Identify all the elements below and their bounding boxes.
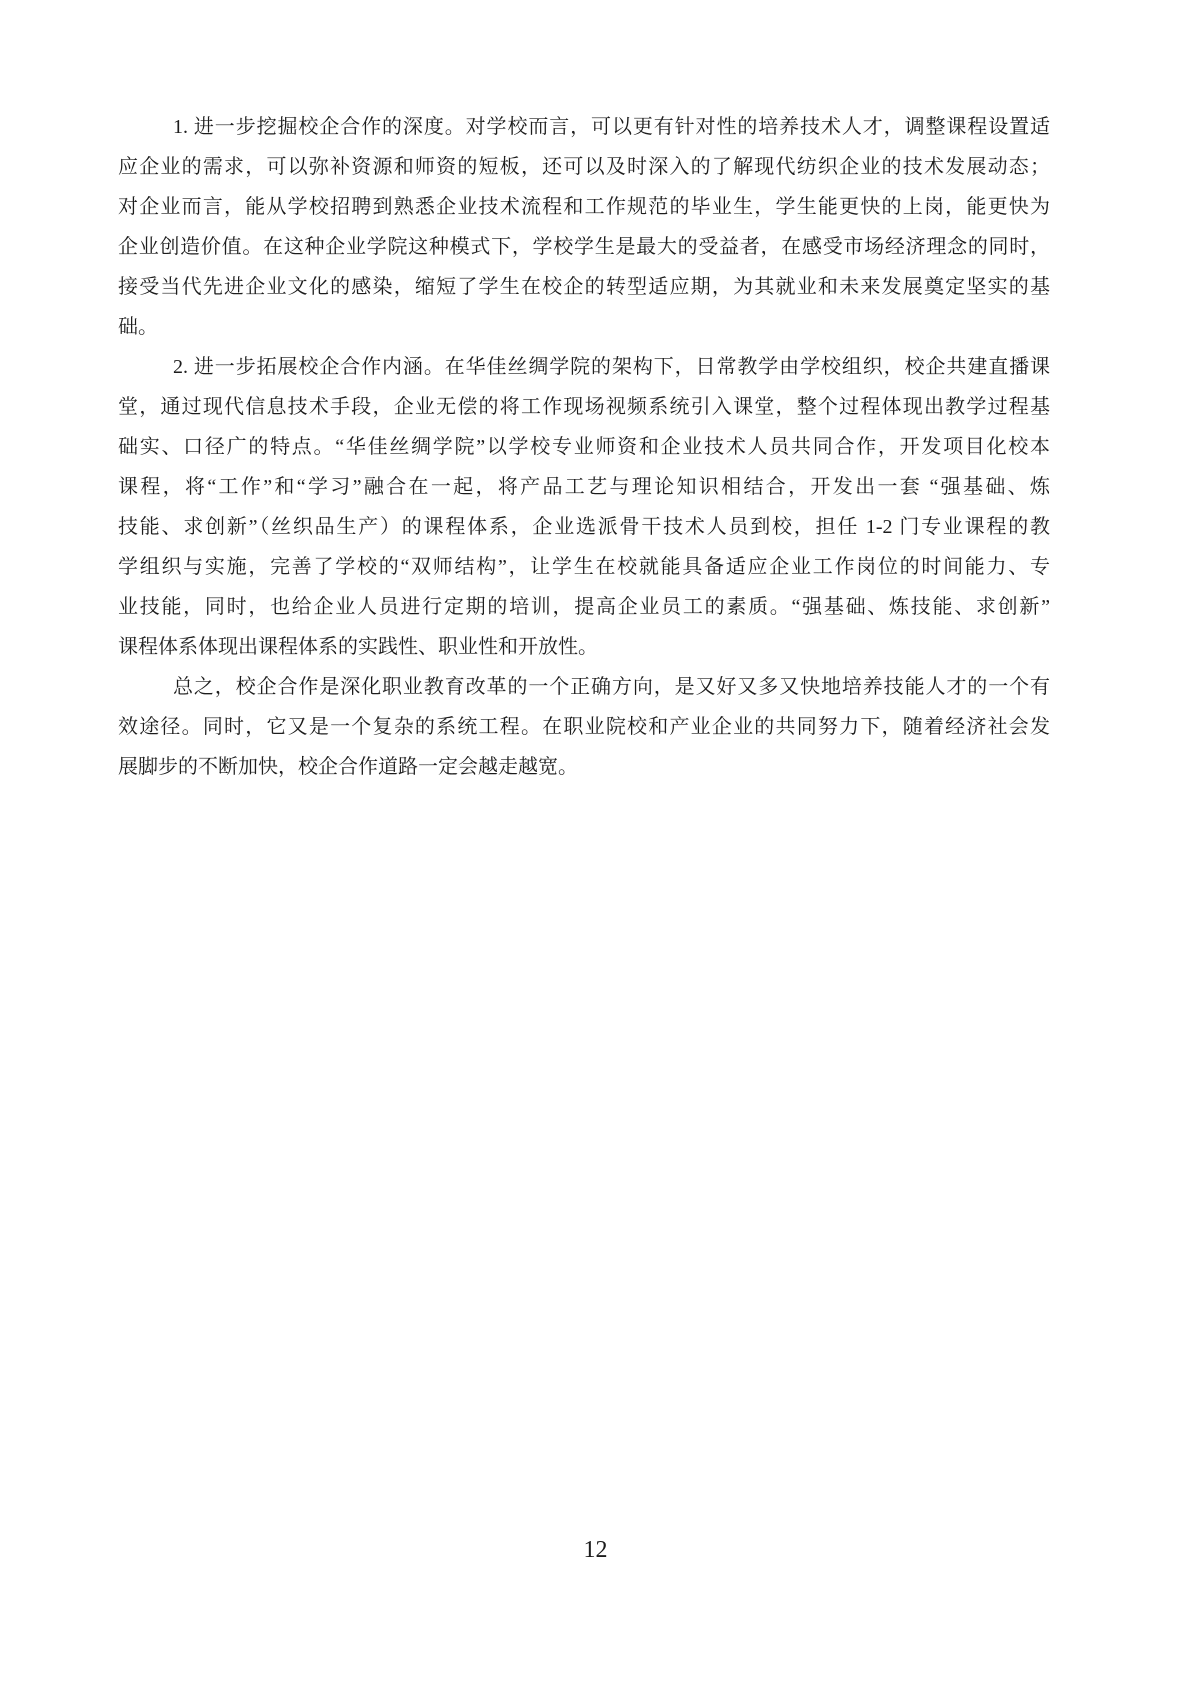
text-line: 础实、口径广的特点。“华佳丝绸学院”以学校专业师资和企业技术人员共同合作，开发项目化校本 xyxy=(118,436,1050,458)
page-number: 12 xyxy=(583,1537,608,1563)
text-line: 础。 xyxy=(118,316,158,338)
text-line: 对企业而言，能从学校招聘到熟悉企业技术流程和工作规范的毕业生，学生能更快的上岗，能更快为 xyxy=(118,196,1050,218)
paragraph-3 xyxy=(118,667,1050,787)
text-line: 2. 进一步拓展校企合作内涵。在华佳丝绸学院的架构下，日常教学由学校组织，校企共建直播课 xyxy=(173,356,1050,378)
text-line: 总之，校企合作是深化职业教育改革的一个正确方向，是又好又多又快地培养技能人才的一个有 xyxy=(173,676,1050,698)
text-line: 学组织与实施，完善了学校的“双师结构”，让学生在校就能具备适应企业工作岗位的时间能力、专 xyxy=(118,556,1050,578)
text-line: 堂，通过现代信息技术手段，企业无偿的将工作现场视频系统引入课堂，整个过程体现出教学过程基 xyxy=(118,396,1050,418)
text-line: 1. 进一步挖掘校企合作的深度。对学校而言，可以更有针对性的培养技术人才，调整课程设置适 xyxy=(173,116,1050,138)
paragraph-1 xyxy=(118,107,1050,347)
text-line: 应企业的需求，可以弥补资源和师资的短板，还可以及时深入的了解现代纺织企业的技术发展动态； xyxy=(118,156,1050,178)
paragraph-2 xyxy=(118,347,1050,667)
text-line: 展脚步的不断加快，校企合作道路一定会越走越宽。 xyxy=(118,756,578,778)
text-line: 效途径。同时，它又是一个复杂的系统工程。在职业院校和产业企业的共同努力下，随着经济社会发 xyxy=(118,716,1050,738)
text-line: 技能、求创新”（丝织品生产）的课程体系，企业选派骨干技术人员到校，担任 1-2 门专业课程的教 xyxy=(118,516,1050,538)
text-line: 业技能，同时，也给企业人员进行定期的培训，提高企业员工的素质。“强基础、炼技能、求创新” xyxy=(118,596,1050,618)
document-body xyxy=(118,107,1050,787)
text-line: 课程体系体现出课程体系的实践性、职业性和开放性。 xyxy=(118,636,598,658)
text-line: 接受当代先进企业文化的感染，缩短了学生在校企的转型适应期，为其就业和未来发展奠定坚实的基 xyxy=(118,276,1050,298)
text-line: 课程，将“工作”和“学习”融合在一起，将产品工艺与理论知识相结合，开发出一套 “强基础、炼 xyxy=(118,476,1050,498)
text-line: 企业创造价值。在这种企业学院这种模式下，学校学生是最大的受益者，在感受市场经济理念的同时， xyxy=(118,236,1050,258)
